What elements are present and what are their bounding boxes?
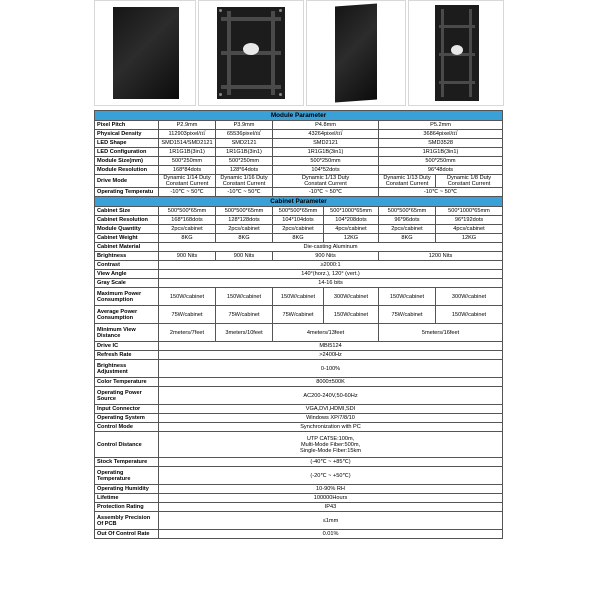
table-cell: 168*168dots [159,216,216,225]
table-cell: -10℃ ~ 50℃ [216,188,273,197]
table-row [95,342,503,351]
row-label: LED Shape [95,139,159,148]
table-cell: 10-90% RH [159,485,503,494]
table-row [95,423,503,432]
table-cell: 4pcs/cabinet [436,225,503,234]
table-cell: -10℃ ~ 50℃ [379,188,503,197]
cell-line: Dynamic 1/13 Duty [383,175,431,181]
table-cell: 75W/cabinet [379,306,436,324]
cell-line: Single-Mode Fiber:15km [300,447,361,454]
row-label: Control Mode [95,423,159,432]
row-label: Pixel Pitch [95,121,159,130]
row-label: Color Temperature [95,378,159,387]
table-row [95,467,503,485]
table-cell: 1R1G1B(3in1) [159,148,216,157]
module-parameter-header-row [95,111,503,121]
table-cell: 500*250mm [379,157,503,166]
table-cell: MBI5124 [159,342,503,351]
spec-table [94,110,503,539]
table-cell: 104*52dots [273,166,379,175]
table-cell: 168*84dots [159,166,216,175]
table-cell: 1200 Nits [379,252,503,261]
cell-line: Constant Current [165,181,209,188]
table-cell: 75W/cabinet [216,306,273,324]
table-row [95,351,503,360]
row-label: Stock Temperature [95,458,159,467]
table-cell [436,175,503,188]
table-row [95,252,503,261]
table-row [95,378,503,387]
table-row [95,494,503,503]
table-cell: (-20℃ ~ +50℃) [159,467,503,485]
cell-line: Dynamic 1/16 Duty [220,175,268,181]
cell-line: Constant Current [222,181,266,188]
table-cell: P3.9mm [216,121,273,130]
table-cell: 12KG [324,234,379,243]
table-row [95,175,503,188]
table-cell: 104*104dots [273,216,324,225]
table-row [95,166,503,175]
row-label: Gray Scale [95,279,159,288]
table-cell: 500*500*65mm [379,207,436,216]
table-row [95,458,503,467]
table-cell: 96*48dots [379,166,503,175]
row-label: Operating System [95,414,159,423]
table-cell [273,175,379,188]
table-cell: SMD3528 [379,139,503,148]
table-cell: 96*96dots [379,216,436,225]
row-label: Maximum Power Consumption [95,288,159,306]
table-cell: 150W/cabinet [324,306,379,324]
table-cell: >2400Hz [159,351,503,360]
table-cell: 43264pixel/㎡ [273,130,379,139]
table-cell: 150W/cabinet [436,306,503,324]
row-label: Module Size(mm) [95,157,159,166]
table-cell: 2meters/7feet [159,324,216,342]
table-cell: 140°(horz.), 120° (vert.) [159,270,503,279]
table-cell: 128*64dots [216,166,273,175]
table-cell: ≤1mm [159,512,503,530]
table-cell: SMD2121 [216,139,273,148]
row-label: Cabinet Weight [95,234,159,243]
table-cell: VGA,DVI,HDMI,SDI [159,405,503,414]
row-label: Assembly Precision Of PCB [95,512,159,530]
row-label: Cabinet Material [95,243,159,252]
row-label: Average Power Consumption [95,306,159,324]
table-cell: 5meters/16feet [379,324,503,342]
row-label: Lifetime [95,494,159,503]
table-cell: 300W/cabinet [324,288,379,306]
row-label: Brightness [95,252,159,261]
cabinet-parameter-header: Cabinet Parameter [95,197,503,207]
table-row [95,121,503,130]
table-row [95,512,503,530]
cell-line: Constant Current [385,181,429,188]
table-cell: P2.9mm [159,121,216,130]
table-row [95,360,503,378]
table-cell: AC200-240V,50-60Hz [159,387,503,405]
table-cell: 2pcs/cabinet [159,225,216,234]
cell-line: Dynamic 1/13 Duty [301,175,350,181]
row-label: Out Of Control Rate [95,530,159,539]
table-cell: 2pcs/cabinet [379,225,436,234]
table-cell: 8KG [159,234,216,243]
table-row [95,530,503,539]
table-row [95,324,503,342]
table-cell: 500*250mm [216,157,273,166]
table-row [95,405,503,414]
table-row [95,207,503,216]
table-cell: -10℃ ~ 50℃ [273,188,379,197]
table-cell: 900 Nits [216,252,273,261]
led-panel-back [217,7,285,99]
table-cell: 500*500*65mm [216,207,273,216]
cell-line: UTP CAT5E:100m, [306,435,355,442]
table-cell: 96*192dots [436,216,503,225]
table-cell: 150W/cabinet [216,288,273,306]
table-cell: 500*500*65mm [273,207,324,216]
table-cell: 500*500*65mm [159,207,216,216]
table-row [95,148,503,157]
cell-line: Constant Current [304,181,347,188]
table-cell: 150W/cabinet [379,288,436,306]
table-row [95,503,503,512]
table-cell: Synchronization with PC [159,423,503,432]
table-cell: 150W/cabinet [273,288,324,306]
table-row [95,139,503,148]
table-row [95,188,503,197]
table-cell: 112903pixel/㎡ [159,130,216,139]
row-label: Cabinet Resolution [95,216,159,225]
table-cell: 8000±500K [159,378,503,387]
table-cell: 300W/cabinet [436,288,503,306]
table-cell: 900 Nits [273,252,379,261]
photo-cabinet-back [198,0,304,106]
photo-cabinet-back-tall [408,0,504,106]
table-cell: 0-100% [159,360,503,378]
row-label: Input Connector [95,405,159,414]
row-label: Operating Humidity [95,485,159,494]
table-row [95,414,503,423]
table-cell: IP43 [159,503,503,512]
table-cell: -10℃ ~ 50℃ [159,188,216,197]
table-cell: 2pcs/cabinet [273,225,324,234]
table-row [95,306,503,324]
table-row [95,157,503,166]
table-cell: 12KG [436,234,503,243]
led-panel-back-tall [435,5,479,101]
table-cell: SMD2121 [273,139,379,148]
row-label: Minimum View Distance [95,324,159,342]
table-row [95,130,503,139]
row-label: Module Quantity [95,225,159,234]
table-cell: 1R1G1B(3in1) [379,148,503,157]
table-cell: Windows XP/7/8/10 [159,414,503,423]
led-panel-front [113,7,179,99]
row-label: Drive Mode [95,175,159,188]
row-label: Refresh Rate [95,351,159,360]
cell-line: Dynamic 1/8 Duty [446,175,492,181]
cell-line: Constant Current [447,181,491,188]
table-row [95,216,503,225]
row-label: View Angle [95,270,159,279]
table-cell: 4meters/13feet [273,324,379,342]
table-row [95,387,503,405]
row-label: Operating Temperature [95,467,159,485]
table-cell: 2pcs/cabinet [216,225,273,234]
table-cell: 1R1G1B(3in1) [273,148,379,157]
table-cell: 75W/cabinet [273,306,324,324]
table-cell: ≥2000:1 [159,261,503,270]
photo-cabinet-front-tall [306,0,406,106]
table-cell: 8KG [379,234,436,243]
row-label: Module Resolution [95,166,159,175]
product-photos [94,0,502,108]
table-row [95,432,503,458]
cabinet-parameter-header-row [95,197,503,207]
table-cell: 75W/cabinet [159,306,216,324]
table-cell [379,175,436,188]
led-panel-front-tall [335,4,377,103]
table-cell: 150W/cabinet [159,288,216,306]
table-cell: Die-casting Aluminum [159,243,503,252]
cell-line: Dynamic 1/14 Duty [163,175,211,181]
table-cell: 104*208dots [324,216,379,225]
table-row [95,243,503,252]
table-cell: 500*250mm [273,157,379,166]
table-cell [159,175,216,188]
row-label: Cabinet Size [95,207,159,216]
table-row [95,225,503,234]
table-cell: (-40℃ ~ +85℃) [159,458,503,467]
table-cell: 500*250mm [159,157,216,166]
table-cell: 500*1000*65mm [436,207,503,216]
table-cell [216,175,273,188]
table-cell: 0.01% [159,530,503,539]
table-row [95,485,503,494]
table-cell: SMD1514/SMD2121 [159,139,216,148]
row-label: LED Configuration [95,148,159,157]
table-row [95,288,503,306]
row-label: Drive IC [95,342,159,351]
row-label: Operating Temperatu [95,188,159,197]
table-row [95,270,503,279]
table-cell: 8KG [273,234,324,243]
row-label: Physical Density [95,130,159,139]
row-label: Brightness Adjustment [95,360,159,378]
table-cell: P5.2mm [379,121,503,130]
table-row [95,234,503,243]
table-cell: 36864pixel/㎡ [379,130,503,139]
table-cell: 128*128dots [216,216,273,225]
row-label: Control Distance [95,432,159,458]
module-parameter-header: Module Parameter [95,111,503,121]
table-cell: 900 Nits [159,252,216,261]
table-cell: 1R1G1B(3in1) [216,148,273,157]
cell-line: Multi-Mode Fiber:500m, [300,441,361,448]
table-cell: 500*1000*65mm [324,207,379,216]
table-cell: 8KG [216,234,273,243]
table-cell: 100000Hours [159,494,503,503]
row-label: Contrast [95,261,159,270]
table-cell [159,432,503,458]
table-cell: 65536pixel/㎡ [216,130,273,139]
table-row [95,279,503,288]
table-cell: 14-16 bits [159,279,503,288]
row-label: Operating Power Source [95,387,159,405]
table-cell: 4pcs/cabinet [324,225,379,234]
table-cell: P4.8mm [273,121,379,130]
photo-cabinet-front [94,0,196,106]
row-label: Protection Rating [95,503,159,512]
table-row [95,261,503,270]
table-cell: 3meters/10feet [216,324,273,342]
